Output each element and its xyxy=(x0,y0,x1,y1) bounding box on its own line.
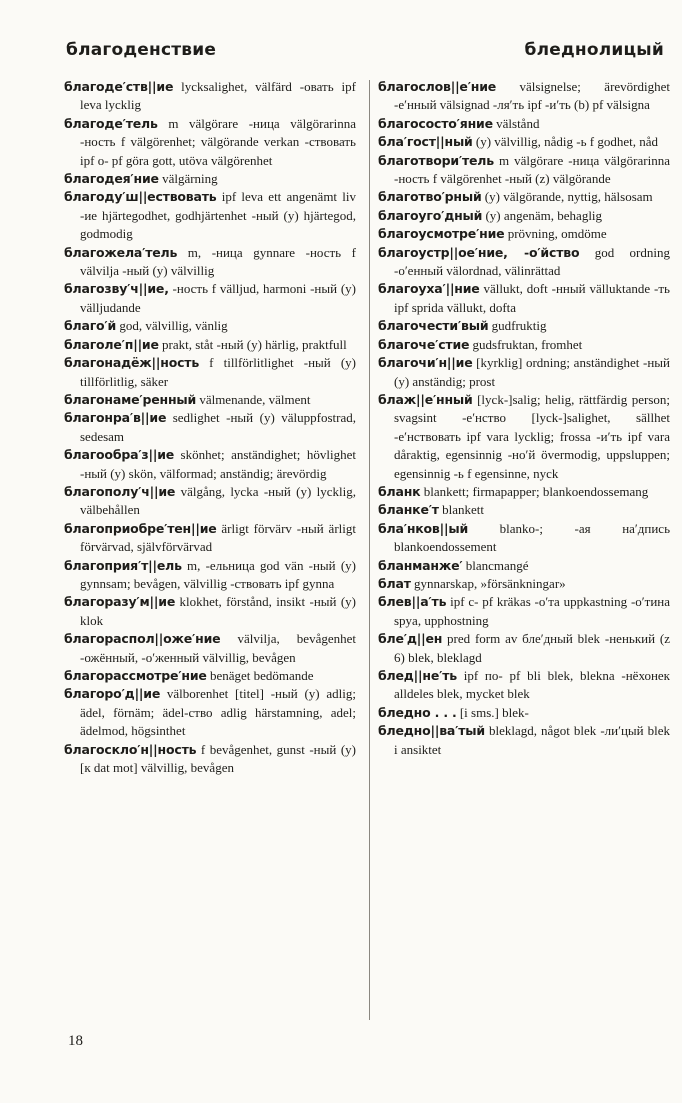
entry-definition: god, välvillig, vänlig xyxy=(116,318,228,334)
entry-headword: бле′д||ен xyxy=(378,631,443,647)
entry-definition: (у) välvillig, nådig -ь f godhet, nåd xyxy=(472,134,658,150)
entry-definition: blanko-; -ая на′дпись blankoendossement xyxy=(394,520,670,555)
column-divider xyxy=(369,80,370,1020)
dictionary-entry xyxy=(64,685,356,740)
dictionary-entry xyxy=(64,354,356,391)
entry-headword: блев||а′ть xyxy=(378,594,447,610)
entry-headword: благонра′в||ие xyxy=(64,410,167,426)
dictionary-entry xyxy=(64,317,356,335)
dictionary-entry xyxy=(378,152,670,189)
entry-headword: благообра′з||ие xyxy=(64,447,175,463)
entry-definition: klokhet, förstånd, insikt -ный (у) klok xyxy=(80,594,356,628)
entry-headword: благополу′ч||ие xyxy=(64,483,176,499)
dictionary-entry xyxy=(378,280,670,317)
running-header xyxy=(66,40,664,70)
entry-headword: благоустр||ое′ние, -о′йство xyxy=(378,244,580,260)
dictionary-entry xyxy=(64,115,356,170)
entry-definition: [i sms.] blek- xyxy=(456,704,529,720)
dictionary-entry xyxy=(378,501,670,519)
dictionary-entry xyxy=(64,188,356,243)
right-column xyxy=(378,78,670,759)
entry-definition: välgärning xyxy=(158,171,218,187)
entry-definition: välmenande, välment xyxy=(196,391,311,407)
entry-headword: благонадёж||ность xyxy=(64,355,200,371)
dictionary-entry xyxy=(64,520,356,557)
entry-headword: благонаме′ренный xyxy=(64,391,197,407)
entry-headword: благоуха′||ние xyxy=(378,281,480,297)
entry-definition: f tillförlitlighet -ный (у) tillförlitlig, säker xyxy=(80,355,356,389)
dictionary-entry xyxy=(378,115,670,133)
entry-headword: благотво′рный xyxy=(378,189,482,205)
dictionary-entry xyxy=(64,667,356,685)
entry-headword: благожела′тель xyxy=(64,244,178,260)
page-number: 18 xyxy=(68,1033,83,1049)
dictionary-entry xyxy=(64,409,356,446)
entry-definition: prövning, omdöme xyxy=(504,226,607,242)
entry-headword: благо′й xyxy=(64,318,117,334)
entry-definition: gudfruktig xyxy=(488,318,547,334)
header-last-entry: бледнолицый xyxy=(524,40,664,60)
dictionary-entry xyxy=(64,557,356,594)
entry-definition: välgång, lycka -ный (у) lycklig, välbehållen xyxy=(80,483,356,518)
entry-headword: благоприобре′тен||ие xyxy=(64,520,217,536)
entry-definition: välborenhet [titel] -ный (у) adlig; ädel, förnäm; ädel-ство adlig härstamning, adel; ädelmod, högsinthet xyxy=(80,686,356,739)
entry-definition: m välgörare -ница välgörarinna -ность f välgörenhet; välgörande verkan -ствовать ipf о- pf göra gott, utöva välgörenhet xyxy=(80,115,356,168)
dictionary-entry xyxy=(378,244,670,281)
entry-headword: блаж||е′нный xyxy=(378,391,473,407)
entry-definition: ipf с- pf kräkas -о′та uppkastning -о′тина spya, upphostning xyxy=(394,594,670,628)
entry-definition: blankett xyxy=(438,502,484,518)
entry-headword: благоде′ств||ие xyxy=(64,79,174,94)
entry-definition: lycksalighet, välfärd -овать ipf leva lycklig xyxy=(80,79,356,113)
entry-headword: благоле′п||ие xyxy=(64,336,159,352)
entry-definition: [lyck-]salig; helig, rättfärdig person; svagsint -е′нство [lyck-]salighet, sällhet -е′нствовать ipf vara lycklig; frossa -и′ть ipf vara dåraktig, egensinnig -но′й övermodig, uppsluppen; egensinnig -ь f egensinne, nyck xyxy=(394,391,670,481)
entry-definition: benäget bedömande xyxy=(206,668,314,683)
dictionary-entry xyxy=(378,593,670,630)
entry-headword: благоприя′т||ель xyxy=(64,557,182,573)
dictionary-entry xyxy=(378,354,670,391)
entry-definition: -ность f välljud, harmoni -ный (у) välljudande xyxy=(80,281,356,315)
entry-definition: ärligt förvärv -ный ärligt förvärvad, självförvärvad xyxy=(80,520,356,555)
entry-definition: vällukt, doft -нный välluktande -ть ipf sprida vällukt, dofta xyxy=(394,281,670,315)
dictionary-entry xyxy=(378,317,670,335)
entry-definition: blankett; firmapapper; blankoendossemang xyxy=(420,483,649,499)
dictionary-entry xyxy=(378,722,670,759)
entry-headword: благочести′вый xyxy=(378,318,489,334)
dictionary-entry xyxy=(378,704,670,722)
dictionary-entry xyxy=(378,483,670,501)
entry-definition: [kyrklig] ordning; anständighet -ный (у) anständig; prost xyxy=(394,355,670,389)
entry-headword: благораспол||оже′ние xyxy=(64,631,221,647)
dictionary-entry xyxy=(64,280,356,317)
entry-definition: bleklagd, något blek -ли′цый blek i ansiktet xyxy=(394,723,670,757)
dictionary-entry xyxy=(64,741,356,778)
dictionary-entry xyxy=(64,630,356,667)
dictionary-entry xyxy=(64,170,356,188)
entry-headword: блед||не′ть xyxy=(378,668,457,683)
dictionary-entry xyxy=(64,446,356,483)
entry-headword: бледно||ва′тый xyxy=(378,723,485,739)
dictionary-entry xyxy=(64,483,356,520)
dictionary-entry xyxy=(64,593,356,630)
entry-definition: god ordning -о′енный välordnad, välinrättad xyxy=(394,244,670,279)
entry-headword: благоразу′м||ие xyxy=(64,594,176,610)
dictionary-entry xyxy=(378,630,670,667)
dictionary-entry xyxy=(378,575,670,593)
dictionary-entry xyxy=(378,520,670,557)
dictionary-entry xyxy=(378,225,670,243)
entry-headword: благоду′ш||ествовать xyxy=(64,189,217,205)
entry-definition: m, -ельница god vän -ный (у) gynnsam; bevågen, välvillig -ствовать ipf gynna xyxy=(80,557,356,591)
entry-headword: благорассмотре′ние xyxy=(64,668,207,683)
dictionary-entry xyxy=(378,667,670,704)
entry-headword: благоде′тель xyxy=(64,115,158,131)
entry-definition: skönhet; anständighet; hövlighet -ный (у) skön, välformad; anständig; ärevördig xyxy=(80,447,356,481)
dictionary-entry xyxy=(378,133,670,151)
entry-headword: бла′нков||ый xyxy=(378,520,469,536)
entry-headword: бланманже′ xyxy=(378,557,463,573)
entry-headword: благоуго′дный xyxy=(378,207,483,223)
entry-definition: pred form av бле′дный blek -ненький (z 6) blek, bleklagd xyxy=(394,631,670,665)
entry-headword: бланке′т xyxy=(378,502,439,518)
entry-headword: благоскло′н||ность xyxy=(64,741,197,757)
entry-definition: m, -ница gynnare -ность f välvilja -ный (у) välvillig xyxy=(80,244,356,279)
entry-headword: бла′гост||ный xyxy=(378,134,473,150)
entry-headword: бледно . . . xyxy=(378,704,457,720)
entry-definition: gynnarskap, »försänkningar» xyxy=(410,575,566,591)
entry-definition: ipf по- pf bli blek, blekna -нёхонек alldeles blek, mycket blek xyxy=(394,668,670,702)
dictionary-entry xyxy=(378,188,670,206)
entry-definition: (у) angenäm, behaglig xyxy=(482,207,603,223)
dictionary-entry xyxy=(64,336,356,354)
entry-headword: благоче′стие xyxy=(378,336,470,352)
entry-definition: ipf leva ett angenämt liv -ие hjärtegodhet, godhjärtenhet -ный (у) hjärtegod, godmodig xyxy=(80,189,356,242)
dictionary-entry xyxy=(378,391,670,483)
dictionary-entry xyxy=(378,78,670,115)
entry-definition: f bevågenhet, gunst -ный (у) [к dat mot] välvillig, bevågen xyxy=(80,741,356,776)
entry-headword: благодея′ние xyxy=(64,171,159,187)
dictionary-entry xyxy=(64,391,356,409)
entry-definition: välvilja, bevågenhet -ожённый, -о′женный välvillig, bevågen xyxy=(80,631,356,665)
entry-headword: благоро′д||ие xyxy=(64,686,161,702)
entry-headword: благослов||е′ние xyxy=(378,79,497,94)
dictionary-entry xyxy=(378,336,670,354)
dictionary-entry xyxy=(64,78,356,115)
entry-definition: prakt, ståt -ный (у) härlig, praktfull xyxy=(158,336,347,352)
entry-definition: m välgörare -ница välgörarinna -ность f välgörenhet -ный (z) välgörande xyxy=(394,152,670,187)
entry-definition: (у) välgörande, nyttig, hälsosam xyxy=(481,189,653,205)
entry-definition: gudsfruktan, fromhet xyxy=(469,336,583,352)
entry-definition: välsignelse; ärevördighet -е′нный välsignad -ля′ть ipf -и′ть (b) pf välsigna xyxy=(394,79,670,113)
entry-headword: благоусмотре′ние xyxy=(378,226,505,242)
entry-headword: благочи′н||ие xyxy=(378,355,473,371)
dictionary-entry xyxy=(64,244,356,281)
entry-headword: бланк xyxy=(378,483,421,499)
left-column xyxy=(64,78,356,777)
header-first-entry: благоденствие xyxy=(66,40,217,60)
entry-headword: благозву′ч||ие, xyxy=(64,281,169,297)
entry-definition: blancmangé xyxy=(462,557,529,573)
dictionary-entry xyxy=(378,557,670,575)
entry-headword: благососто′яние xyxy=(378,115,493,131)
entry-definition: välstånd xyxy=(492,115,540,131)
entry-headword: блат xyxy=(378,575,411,591)
entry-headword: благотвори′тель xyxy=(378,152,494,168)
dictionary-entry xyxy=(378,207,670,225)
entry-definition: sedlighet -ный (у) väluppfostrad, sedesam xyxy=(80,410,356,444)
